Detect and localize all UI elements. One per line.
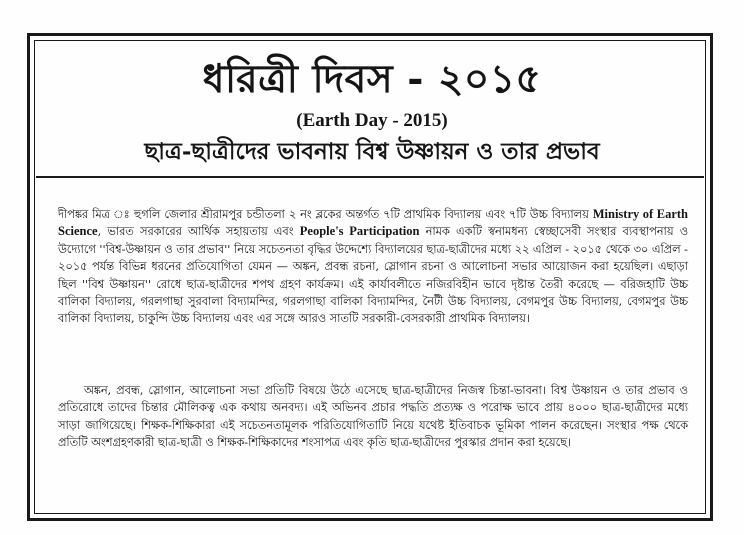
header-divider [36,176,704,178]
organisation-name: People's Participation [299,224,420,239]
article-paragraph-1 [58,206,688,328]
paragraph-1-text-c: নামক একটি স্বনামধন্য স্বেচ্ছাসেবী সংস্থার ব্যবস্থাপনায় ও উদ্যোগে ''বিশ্ব-উষ্ণায়ন ও তার প্রভাব'' নিয়ে সচেতনতা বৃদ্ধির উদ্দেশ্যে বিদ্যালয়ের ছাত্র-ছাত্রীদের মধ্যে ২২ এপ্রিল - ২০১৫ থেকে ৩০ এপ্রিল - ২০১৫ পর্যন্ত বিভিন্ন ধরনের প্রতিযোগিতা যেমন — অঙ্কন, প্রবন্ধ রচনা, স্লোগান রচনা ও আলোচনা সভার আয়োজন করা হয়েছিল। এছাড়া ছিল ''বিশ্ব উষ্ণায়ন'' রোধে ছাত্র-ছাত্রীদের শপথ গ্রহণ কার্যক্রম। এই কার্যাবলীতে নজিরবিহীন ভাবে দৃষ্টান্ত তৈরী করেছে — বরিজহাটি উচ্চ বালিকা বিদ্যালয়, গরলগাছা সুরবালা বিদ্যামন্দির, গরলগাছা বালিকা বিদ্যামন্দির, নৈটী উচ্চ বিদ্যালয়, বেগমপুর উচ্চ বিদ্যালয়, বেগমপুর উচ্চ বালিকা বিদ্যালয়, চাকুন্দি উচ্চ বিদ্যালয় এবং এর সঙ্গে আরও সাতটি সরকারী-বেসরকারী প্রাথমিক বিদ্যালয়। [58,225,689,326]
english-subtitle: (Earth Day - 2015) [296,110,448,131]
bengali-subtitle: ছাত্র-ছাত্রীদের ভাবনায় বিশ্ব উষ্ণায়ন ও তার প্রভাব [144,138,600,165]
page-title: ধরিত্রী দিবস - ২০১৫ [202,56,542,102]
article-paragraph-2: অঙ্কন, প্রবন্ধ, স্লোগান, আলোচনা সভা প্রতিটি বিষয়ে উঠে এসেছে ছাত্র-ছাত্রীদের নিজস্ব চিন্তা-ভাবনা। বিশ্ব উষ্ণায়ন ও তার প্রভাব ও প্রতিরোধে তাদের চিন্তার মৌলিকত্ব এক কথায় অনবদ্য। এই অভিনব প্রচার পদ্ধতি প্রত্যক্ষ ও পরোক্ষ ভাবে প্রায় ৪০০০ ছাত্র-ছাত্রীদের মধ্যে সাড়া জাগিয়েছে। শিক্ষক-শিক্ষিকারা এই সচেতনতামূলক পরিতিযোগিতাটি নিয়ে যথেষ্ট ইতিবাচক ভূমিকা পালন করেছেন। সংস্থার পক্ষ থেকে প্রতিটি অংশগ্রহণকারী ছাত্র-ছাত্রী ও শিক্ষক-শিক্ষিকাদের শংসাপত্র এবং কৃতি ছাত্র-ছাত্রীদের পুরস্কার প্রদান করা হয়েছে। [58,384,688,450]
paragraph-1-text-a: দীপঙ্কর মিত্র ঃ হুগলি জেলার শ্রীরামপুর চন্ডীতলা ২ নং ব্লকের অন্তর্গত ৭টি প্রাথমিক বিদ্যালয় এবং ৭টি উচ্চ বিদ্যালয় [58,208,593,221]
paragraph-1-text-b: , ভারত সরকারের আর্থিক সহায়তায় এবং [97,225,300,239]
ministry-name: Ministry of Earth Science [58,207,688,239]
